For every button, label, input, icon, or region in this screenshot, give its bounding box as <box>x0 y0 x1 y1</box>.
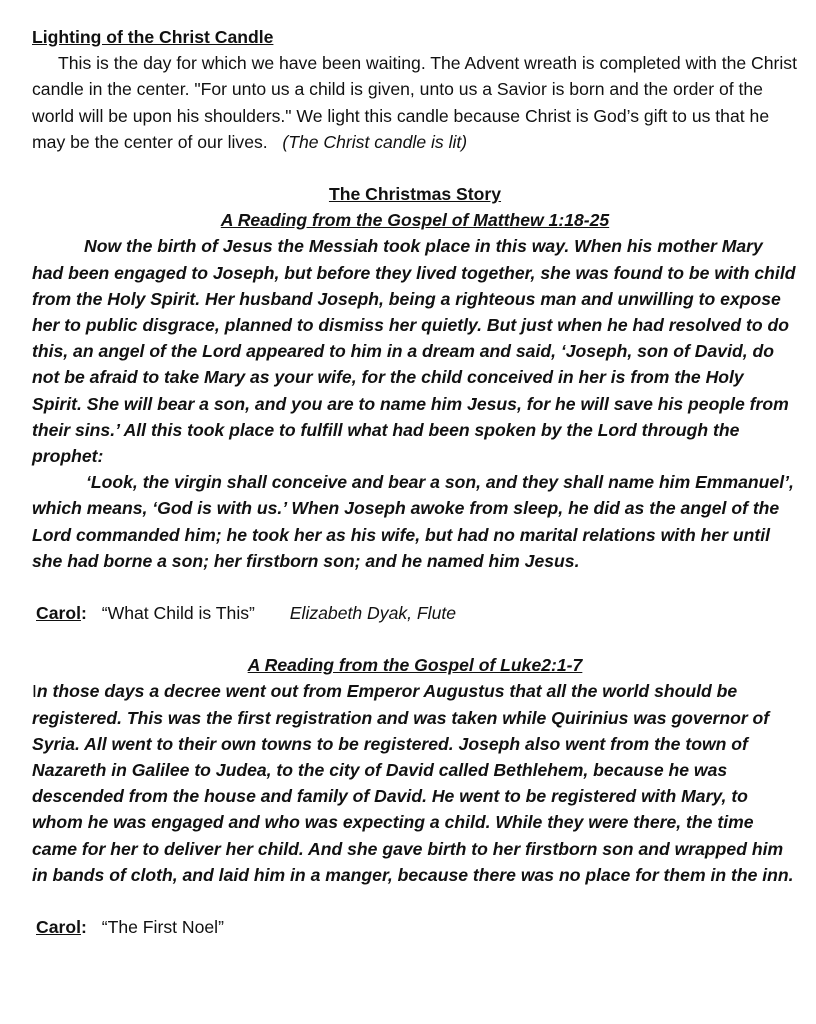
candle-section-title: Lighting of the Christ Candle <box>32 27 274 47</box>
spacer <box>32 888 798 914</box>
matthew-reading <box>32 233 798 574</box>
spacer <box>32 155 798 181</box>
story-title: The Christmas Story <box>328 184 502 205</box>
matthew-reading-heading: A Reading from the Gospel of Matthew 1:18-25 <box>220 210 610 231</box>
carol-title: “What Child is This” <box>101 603 255 624</box>
luke-first-letter: I <box>32 681 37 702</box>
carol-label: Carol <box>36 603 81 624</box>
candle-text: This is the day for which we have been waiting. The Advent wreath is completed with the Christ candle in the center. "For unto us a child is given, unto us a Savior is born and the order of the world will be upon his shoulders." We light this candle because Christ is God’s gift to us that he may be the center of our lives. <box>32 53 797 152</box>
candle-paragraph <box>32 50 798 155</box>
luke-reading <box>32 678 798 888</box>
carol-line-1 <box>32 600 798 626</box>
carol-title: “The First Noel” <box>101 917 224 938</box>
luke-text: n those days a decree went out from Emperor Augustus that all the world should be registered. This was the first registration and was taken while Quirinius was governor of Syria. All went to their own towns to be registered. Joseph also went from the town of Nazareth in Galilee to Judea, to the city of David called Bethlehem, because he was descended from the house and family of David. He went to be registered with Mary, to whom he was engaged and who was expecting a child. While they were there, the time came for her to deliver her child. And she gave birth to her firstborn son and wrapped him in bands of cloth, and laid him in a manger, because there was no place for them in the inn. <box>32 681 794 885</box>
spacer <box>32 574 798 600</box>
spacer <box>32 626 798 652</box>
carol-label: Carol <box>36 917 81 938</box>
luke-reading-heading: A Reading from the Gospel of Luke2:1-7 <box>247 655 583 676</box>
matthew-paragraph-1: Now the birth of Jesus the Messiah took place in this way. When his mother Mary had been engaged to Joseph, but before they lived together, she was found to be with child from the Holy Spirit. Her husband Joseph, being a righteous man and unwilling to expose her to public disgrace, planned to dismiss her quietly. But just when he had resolved to do this, an angel of the Lord appeared to him in a dream and said, ‘Joseph, son of David, do not be afraid to take Mary as your wife, for the child conceived in her is from the Holy Spirit. She will bear a son, and you are to name him Jesus, for he will save his people from their sins.’ All this took place to fulfill what had been spoken by the Lord through the prophet: <box>32 236 796 467</box>
carol-line-2 <box>32 914 798 940</box>
carol-colon: : <box>80 603 87 624</box>
bulletin-page <box>32 24 798 940</box>
matthew-paragraph-2: ‘Look, the virgin shall conceive and bear a son, and they shall name him Emmanuel’, which means, ‘God is with us.’ When Joseph awoke from sleep, he did as the angel of the Lord commanded him; he took her as his wife, but had no marital relations with her until she had borne a son; her firstborn son; and he named him Jesus. <box>32 472 794 571</box>
carol-colon: : <box>80 917 87 938</box>
candle-rubric: (The Christ candle is lit) <box>282 131 468 152</box>
carol-performer: Elizabeth Dyak, Flute <box>289 603 457 624</box>
